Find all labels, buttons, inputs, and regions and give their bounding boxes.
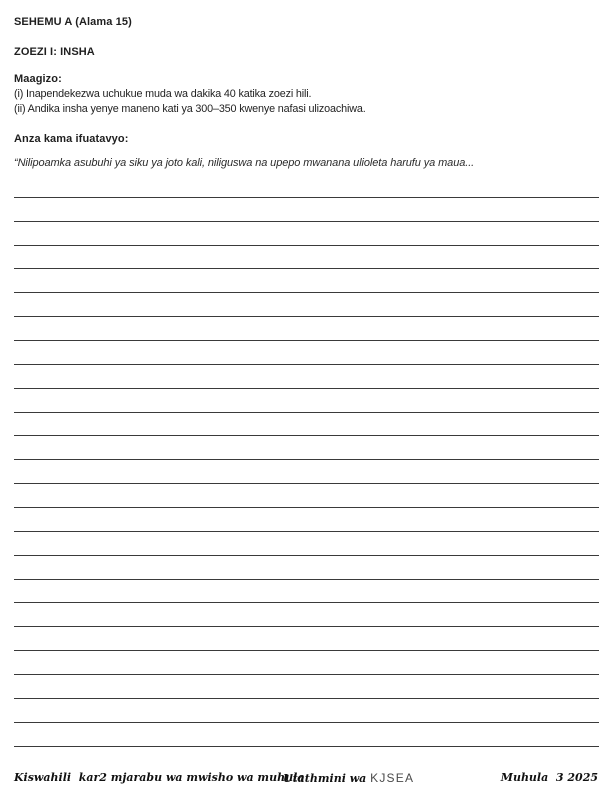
writing-line: [14, 603, 599, 627]
instructions-heading: Maagizo:: [14, 73, 62, 85]
writing-line: [14, 651, 599, 675]
writing-line: [14, 532, 599, 556]
writing-line: [14, 389, 599, 413]
writing-line: [14, 413, 599, 437]
page-footer: [0, 771, 612, 787]
writing-line: [14, 627, 599, 651]
writing-lines: [14, 174, 599, 747]
writing-line: [14, 699, 599, 723]
writing-line: [14, 269, 599, 293]
section-title: SEHEMU A (Alama 15): [14, 16, 132, 28]
writing-line: [14, 508, 599, 532]
footer-term: Muhula 3 2025: [500, 771, 598, 784]
writing-line: [14, 556, 599, 580]
writing-line: [14, 365, 599, 389]
instruction-item-2: (ii) Andika insha yenye maneno kati ya 300–350 kwenye nafasi ulizoachiwa.: [14, 103, 366, 115]
writing-line: [14, 341, 599, 365]
writing-line: [14, 723, 599, 747]
start-heading: Anza kama ifuatavyo:: [14, 133, 129, 145]
footer-subject: Kiswahili kar2 mjarabu wa mwisho wa muhula: [14, 771, 305, 784]
footer-assessment-label: Utathmini wa: [283, 772, 371, 785]
writing-line: [14, 174, 599, 198]
writing-line: [14, 246, 599, 270]
writing-line: [14, 222, 599, 246]
essay-prompt: “Nilipoamka asubuhi ya siku ya joto kali, niliguswa na upepo mwanana ulioleta harufu ya maua...: [14, 157, 475, 169]
writing-line: [14, 484, 599, 508]
exercise-title: ZOEZI I: INSHA: [14, 46, 95, 58]
writing-line: [14, 436, 599, 460]
footer-assessment: [283, 771, 414, 785]
writing-line: [14, 460, 599, 484]
writing-line: [14, 317, 599, 341]
writing-line: [14, 580, 599, 604]
writing-line: [14, 293, 599, 317]
writing-line: [14, 675, 599, 699]
footer-assessment-value: KJSEA: [370, 771, 415, 785]
writing-line: [14, 198, 599, 222]
instruction-item-1: (i) Inapendekezwa uchukue muda wa dakika 40 katika zoezi hili.: [14, 88, 312, 100]
